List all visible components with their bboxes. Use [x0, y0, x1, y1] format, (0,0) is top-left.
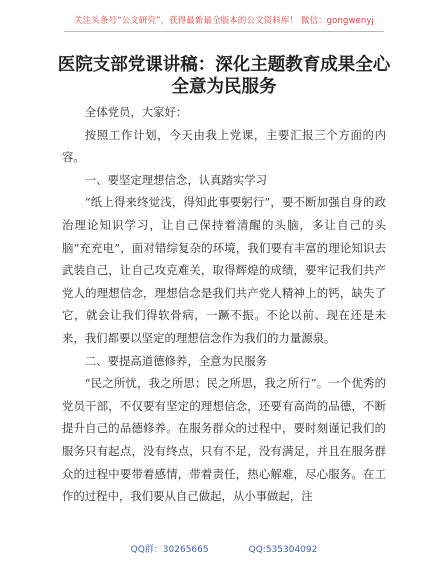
- document-body: [62, 101, 386, 508]
- section-heading-1: 一、要坚定理想信念，认真踏实学习: [84, 172, 268, 187]
- footer-qq: QQ:535304092: [248, 545, 318, 555]
- greeting-paragraph: 全体党员，大家好：: [84, 105, 188, 119]
- header-banner: 关注头条号“公文研究”，获得最新最全版本的公文资料库！ 微信：gongwenyj: [74, 16, 374, 26]
- document-title: 医院支部党课讲稿：深化主题教育成果全心全意为民服务: [57, 55, 391, 97]
- intro-paragraph: 按照工作计划，今天由我上党课，主要汇报三个方面的内容。: [62, 127, 386, 165]
- header-divider: [64, 31, 384, 32]
- section-1-paragraph: “纸上得来终觉浅，得知此事要躬行”，要不断加强自身的政治理论知识学习，让自己保持着清醒的头脑，多让自己的头脑“充充电”，面对错综复杂的环境，我们要有丰富的理论知识去武装自己，让自己攻克难关，取得辉煌的成绩，要牢记我们共产党人的理想信念，理想信念是我们共产党人精神上的钙，缺失了它，就会让我们得软骨病，一蹶不振。不论以前、现在还是未来，我们都要以坚定的理想信念作为我们的力量源泉。: [62, 195, 386, 345]
- footer-qq-group: QQ群：30265665: [130, 545, 209, 555]
- section-heading-2: 二、要提高道德修养，全意为民服务: [84, 353, 268, 368]
- section-2-paragraph: “民之所忧，我之所思；民之所思，我之所行”。一个优秀的党员干部，不仅要有坚定的理想信念，还要有高尚的品德，不断提升自己的品德修养。在服务群众的过程中，要时刻谨记我们的服务只有起点，没有终点，只有不足，没有满足，并且在服务群众的过程中要带着感情，带着责任，热心解难，尽心服务。在工作的过程中，我们要从自己做起，从小事做起，注: [62, 376, 386, 504]
- footer-contact: [0, 542, 448, 555]
